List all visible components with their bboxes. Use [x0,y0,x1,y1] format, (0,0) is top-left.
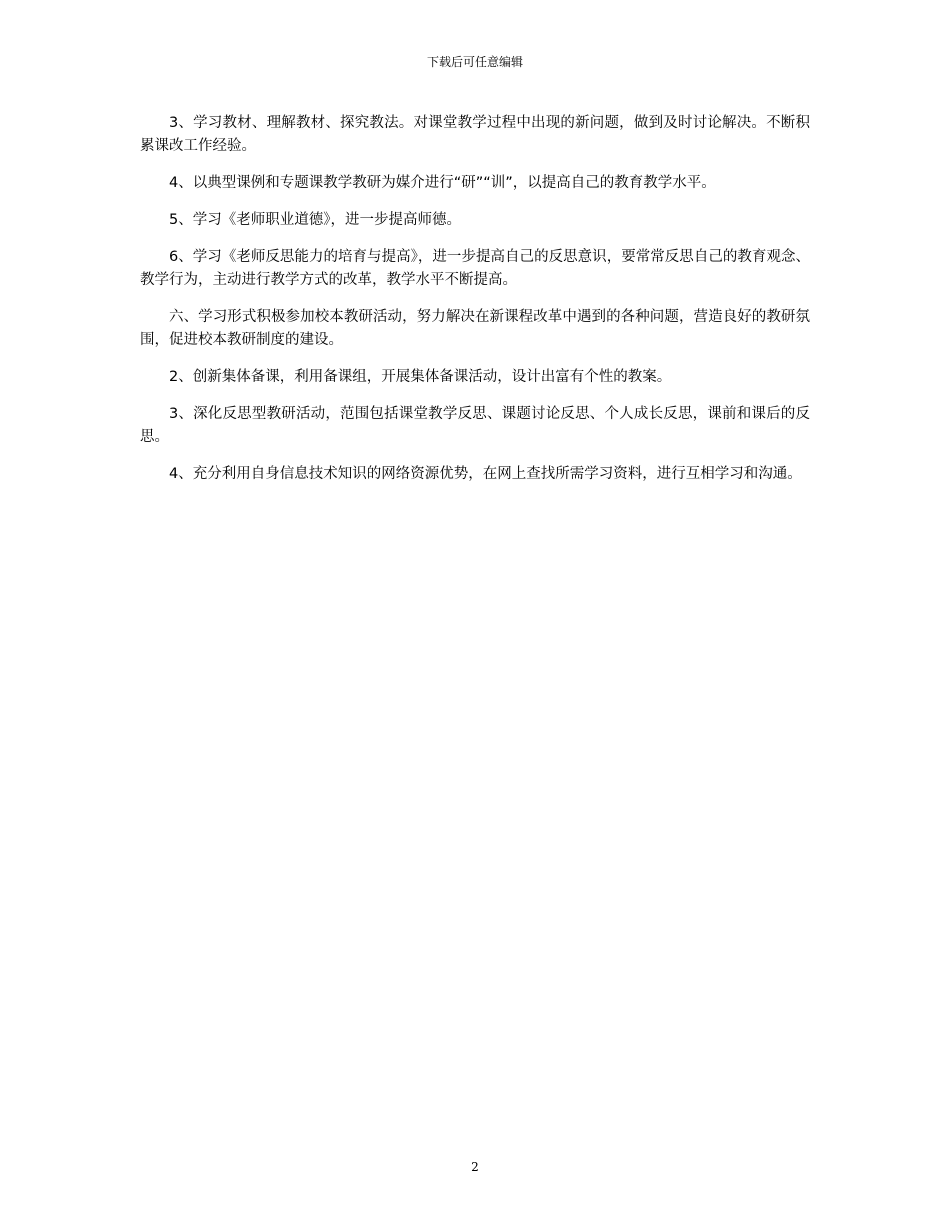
paragraph: 4、充分利用自身信息技术知识的网络资源优势，在网上查找所需学习资料，进行互相学习和沟通。 [169,466,802,482]
page-header: 下载后可任意编辑 [426,55,523,69]
paragraph: 2、创新集体备课，利用备课组，开展集体备课活动，设计出富有个性的教案。 [169,369,672,385]
paragraph: 6、学习《老师反思能力的培育与提高》，进一步提高自己的反思意识，要常常反思自己的教育观念、教学行为，主动进行教学方式的改革，教学水平不断提高。 [140,249,810,288]
page-number: 2 [471,1160,479,1174]
paragraph: 六、学习形式积极参加校本教研活动，努力解决在新课程改革中遇到的各种问题，营造良好的教研氛围，促进校本教研制度的建设。 [140,309,810,348]
paragraph: 5、学习《老师职业道德》，进一步提高师德。 [169,212,461,228]
paragraph: 3、学习教材、理解教材、探究教法。对课堂教学过程中出现的新问题，做到及时讨论解决。不断积累课改工作经验。 [140,115,810,154]
document-body [140,112,810,500]
paragraph: 4、以典型课例和专题课教学教研为媒介进行“研”“训”，以提高自己的教育教学水平。 [169,175,716,191]
paragraph: 3、深化反思型教研活动，范围包括课堂教学反思、课题讨论反思、个人成长反思，课前和课后的反思。 [140,406,810,445]
